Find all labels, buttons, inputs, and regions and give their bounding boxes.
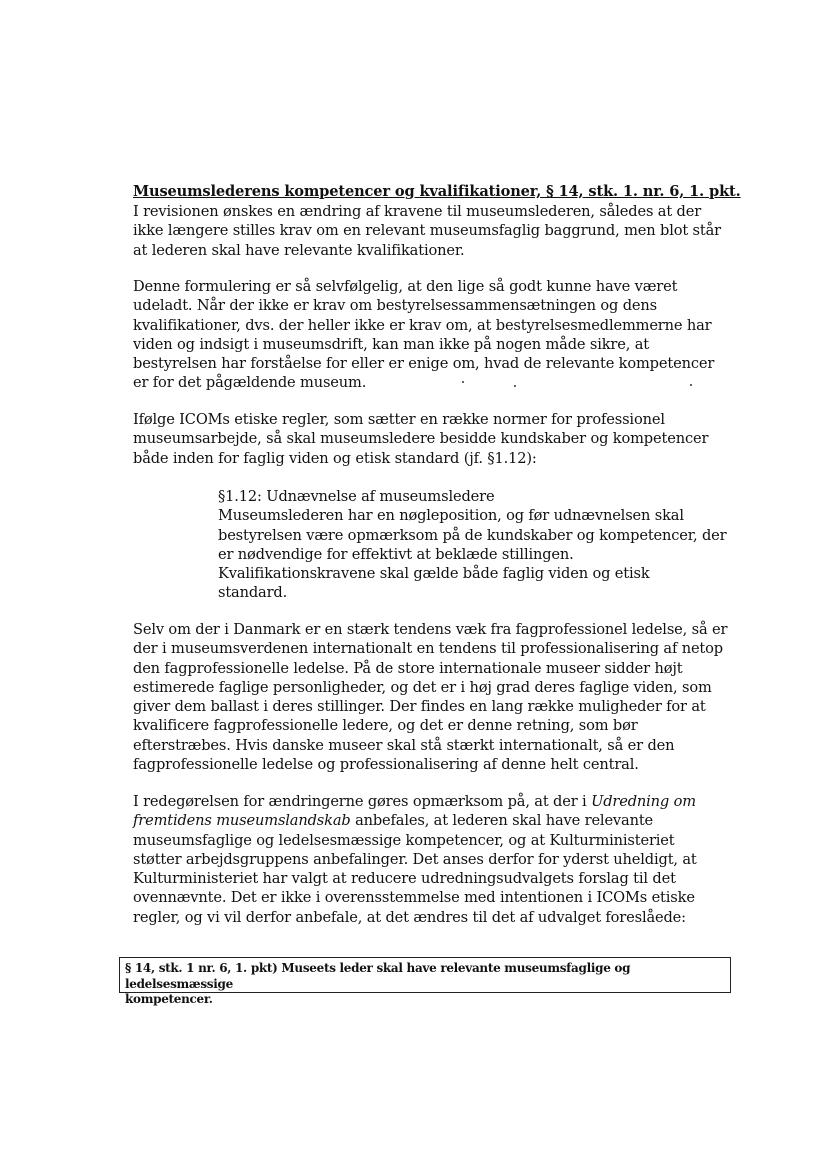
section-heading: Museumslederens kompetencer og kvalifikationer, § 14, stk. 1. nr. 6, 1. pkt. [133, 183, 741, 200]
paragraph-revision [133, 202, 721, 260]
quote-line: standard. [218, 584, 288, 602]
paragraph-line: kvalifikationer, dvs. der heller ikke er krav om, at bestyrelsesmedlemmerne har [133, 316, 712, 334]
quote-line: §1.12: Udnævnelse af museumsledere [218, 488, 495, 505]
paragraph-line: museumsarbejde, så skal museumsledere besidde kundskaber og kompetencer [133, 430, 709, 448]
paragraph-recommendation [133, 792, 697, 927]
icom-quote [218, 487, 726, 603]
report-title-part: fremtidens museumslandskab [133, 812, 351, 830]
paragraph-line: giver dem ballast i deres stillinger. Der findes en lang række muligheder for at [133, 698, 706, 716]
paragraph-line: estimerede faglige personligheder, og det er i høj grad deres faglige viden, som [133, 678, 712, 696]
paragraph-line: regler, og vi vil derfor anbefale, at det ændres til det af udvalget foreslåede: [133, 908, 686, 926]
scan-speck [690, 384, 692, 386]
scan-speck [462, 381, 464, 383]
quote-line: Museumslederen har en nøgleposition, og før udnævnelsen skal [218, 507, 684, 525]
paragraph-line: at lederen skal have relevante kvalifikationer. [133, 241, 465, 259]
amendment-line: § 14, stk. 1 nr. 6, 1. pkt) Museets leder skal have relevante museumsfaglige og ledelsesmæssige [125, 961, 631, 991]
paragraph-line: ovennævnte. Det er ikke i overensstemmelse med intentionen i ICOMs etiske [133, 889, 695, 907]
line-text: I redegørelsen for ændringerne gøres opmærksom på, at der i [133, 793, 592, 810]
paragraph-line: Selv om der i Danmark er en stærk tendens væk fra fagprofessionel ledelse, så er [133, 621, 728, 638]
quote-line: er nødvendige for effektivt at beklæde stillingen. [218, 545, 574, 563]
paragraph-line: der i museumsverdenen internationalt en tendens til professionalisering af netop [133, 640, 723, 658]
paragraph-icom [133, 410, 708, 468]
paragraph-line: bestyrelsen har forståelse for eller er enige om, hvad de relevante kompetencer [133, 355, 715, 373]
paragraph-line [133, 792, 697, 811]
paragraph-line: Kulturministeriet har valgt at reducere udredningsudvalgets forslag til det [133, 870, 676, 888]
paragraph-line [133, 811, 697, 830]
paragraph-line: efterstræbes. Hvis danske museer skal stå stærkt internationalt, så er den [133, 736, 675, 754]
paragraph-line: kvalificere fagprofessionelle ledere, og det er denne retning, som bør [133, 717, 638, 735]
line-text: anbefales, at lederen skal have relevante [350, 812, 654, 830]
scan-speck [514, 385, 516, 387]
paragraph-line: I revisionen ønskes en ændring af kravene til museumslederen, således at der [133, 203, 702, 220]
paragraph-formulation [133, 277, 714, 393]
paragraph-line: fagprofessionelle ledelse og professionalisering af denne helt central. [133, 756, 639, 774]
paragraph-line: Denne formulering er så selvfølgelig, at den lige så godt kunne have været [133, 278, 678, 295]
paragraph-line: støtter arbejdsgruppens anbefalinger. Det anses derfor for yderst uheldigt, at [133, 850, 697, 868]
amendment-line: kompetencer. [125, 992, 213, 1006]
quote-line: Kvalifikationskravene skal gælde både faglig viden og etisk [218, 565, 650, 583]
paragraph-international [133, 620, 727, 774]
paragraph-line: Ifølge ICOMs etiske regler, som sætter en række normer for professionel [133, 411, 665, 428]
report-title-part: Udredning om [591, 793, 696, 810]
paragraph-line: udeladt. Når der ikke er krav om bestyrelsessammensætningen og dens [133, 297, 657, 315]
paragraph-line: viden og indsigt i museumsdrift, kan man ikke på nogen måde sikre, at [133, 335, 649, 353]
amendment-box [119, 957, 731, 1006]
paragraph-line: er for det pågældende museum. [133, 374, 367, 392]
paragraph-line: ikke længere stilles krav om en relevant museumsfaglig baggrund, men blot står [133, 222, 721, 240]
paragraph-line: både inden for faglig viden og etisk standard (jf. §1.12): [133, 449, 537, 467]
paragraph-line: den fagprofessionelle ledelse. På de store internationale museer sidder højt [133, 659, 683, 677]
quote-line: bestyrelsen være opmærksom på de kundskaber og kompetencer, der [218, 526, 727, 544]
paragraph-line: museumsfaglige og ledelsesmæssige kompetencer, og at Kulturministeriet [133, 831, 675, 849]
